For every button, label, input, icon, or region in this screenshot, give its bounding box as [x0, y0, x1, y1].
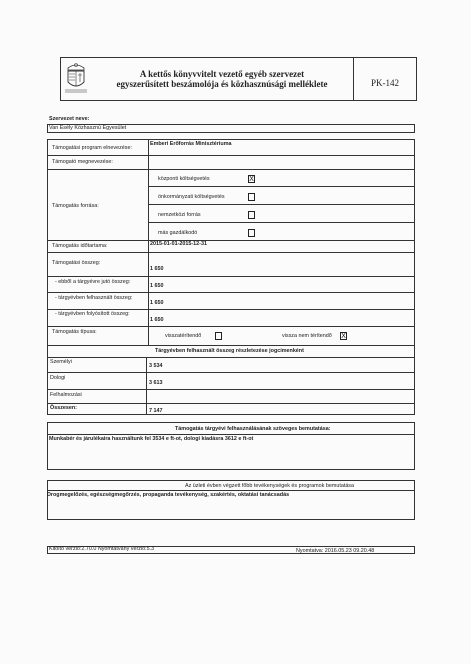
total-value: 7 147: [149, 408, 163, 414]
row-line: [47, 252, 415, 253]
amount-value: 1 650: [150, 266, 164, 272]
row-line: [47, 403, 415, 404]
program-label: Támogatási program elnevezése:: [52, 145, 133, 151]
header-divider: [353, 57, 354, 101]
breakdown-row-value: 3 613: [149, 380, 163, 386]
used-label: - tárgyévben felhasznált összeg:: [55, 295, 133, 301]
breakdown-row-value: 3 534: [149, 363, 163, 369]
source-label: Támogatás forrása:: [52, 203, 99, 209]
label-column-divider: [148, 139, 149, 345]
source-option-label: központi költségvetés: [158, 176, 210, 182]
org-name-label: Szervezet neve:: [49, 116, 90, 122]
form-title-line1: A kettős könyvvitelt vezető egyéb szervezet: [139, 69, 305, 79]
source-option-label: más gazdálkodó: [158, 230, 198, 236]
breakdown-heading: Tárgyévben felhasznált összeg részletezése jogcímenként: [155, 348, 304, 354]
row-line: [47, 434, 415, 435]
type-nonrefundable-label: vissza nem térítendő: [282, 333, 332, 339]
row-line: [47, 389, 415, 390]
breakdown-column-divider: [146, 357, 147, 415]
row-line: [148, 222, 415, 223]
activities-text: Drogmegelőzés, egészségmegőrzés, propaganda tevékenység, szakértés, oktatási tanácsadás: [47, 492, 290, 498]
type-refundable-label: visszatérítendő: [165, 333, 202, 339]
org-name-value: Van Esély Közhasznú Egyesület: [49, 125, 127, 131]
source-checkbox[interactable]: [248, 229, 255, 237]
type-label: Támogatás típusa:: [52, 329, 97, 335]
source-option-label: önkormányzati költségvetés: [158, 194, 225, 200]
row-line: [47, 345, 415, 346]
row-line: [47, 357, 415, 358]
disbursed-label: - tárgyévben folyósított összeg:: [55, 311, 130, 317]
type-nonrefundable-checkbox[interactable]: [340, 332, 347, 340]
footer-printed: Nyomtatva: 2016.05.23 09.20.48: [296, 548, 375, 554]
source-checkbox[interactable]: [248, 193, 255, 201]
row-line: [47, 169, 415, 170]
source-checkbox[interactable]: [248, 175, 255, 183]
coat-of-arms-logo: [64, 60, 88, 96]
year-part-value: 1 650: [150, 283, 164, 289]
row-line: [47, 155, 415, 156]
row-line: [148, 186, 415, 187]
activities-heading: Az üzleti évben végzett főbb tevékenységek és programok bemutatása: [185, 483, 355, 489]
source-checkbox[interactable]: [248, 211, 255, 219]
breakdown-row-label: Felhalmozási: [50, 392, 82, 398]
row-line: [47, 240, 415, 241]
donor-label: Támogató megnevezése:: [52, 159, 113, 165]
form-title-line2: egyszerűsített beszámolója és közhasznúsági melléklete: [116, 79, 328, 89]
form-code: PK-142: [370, 78, 399, 88]
row-line: [47, 276, 415, 277]
year-part-label: - ebből a tárgyévre jutó összeg:: [55, 279, 131, 285]
breakdown-row-label: Dologi: [50, 375, 66, 381]
period-value: 2015-01-01-2015-12-31: [150, 241, 207, 247]
footer-version: Kitöltő verzió:2.70.0 Nyomtatvány verzió:5.3: [49, 546, 155, 552]
total-label: Összesen:: [50, 405, 77, 411]
support-box: [47, 139, 415, 415]
period-label: Támogatás időtartama:: [52, 243, 108, 249]
row-line: [47, 490, 415, 491]
program-value: Emberi Erőforrás Minisztériuma: [150, 141, 232, 147]
row-line: [47, 372, 415, 373]
used-value: 1 650: [150, 300, 164, 306]
usage-heading: Támogatás tárgyévi felhasználásának szöveges bemutatása:: [175, 426, 331, 432]
breakdown-row-label: Személyi: [50, 359, 72, 365]
row-line: [148, 204, 415, 205]
amount-label: Támogatási összeg:: [52, 260, 101, 266]
row-line: [47, 309, 415, 310]
row-line: [47, 292, 415, 293]
check-x-icon: X: [249, 175, 254, 183]
check-x-icon: X: [341, 332, 346, 340]
disbursed-value: 1 650: [150, 317, 164, 323]
source-option-label: nemzetközi forrás: [158, 212, 201, 218]
type-refundable-checkbox[interactable]: [215, 332, 222, 340]
usage-text: Munkabér és járulékaira használtunk fel 3534 e ft-ot, dologi kiadásra 3612 e ft-ot: [49, 436, 254, 442]
row-line: [47, 326, 415, 327]
